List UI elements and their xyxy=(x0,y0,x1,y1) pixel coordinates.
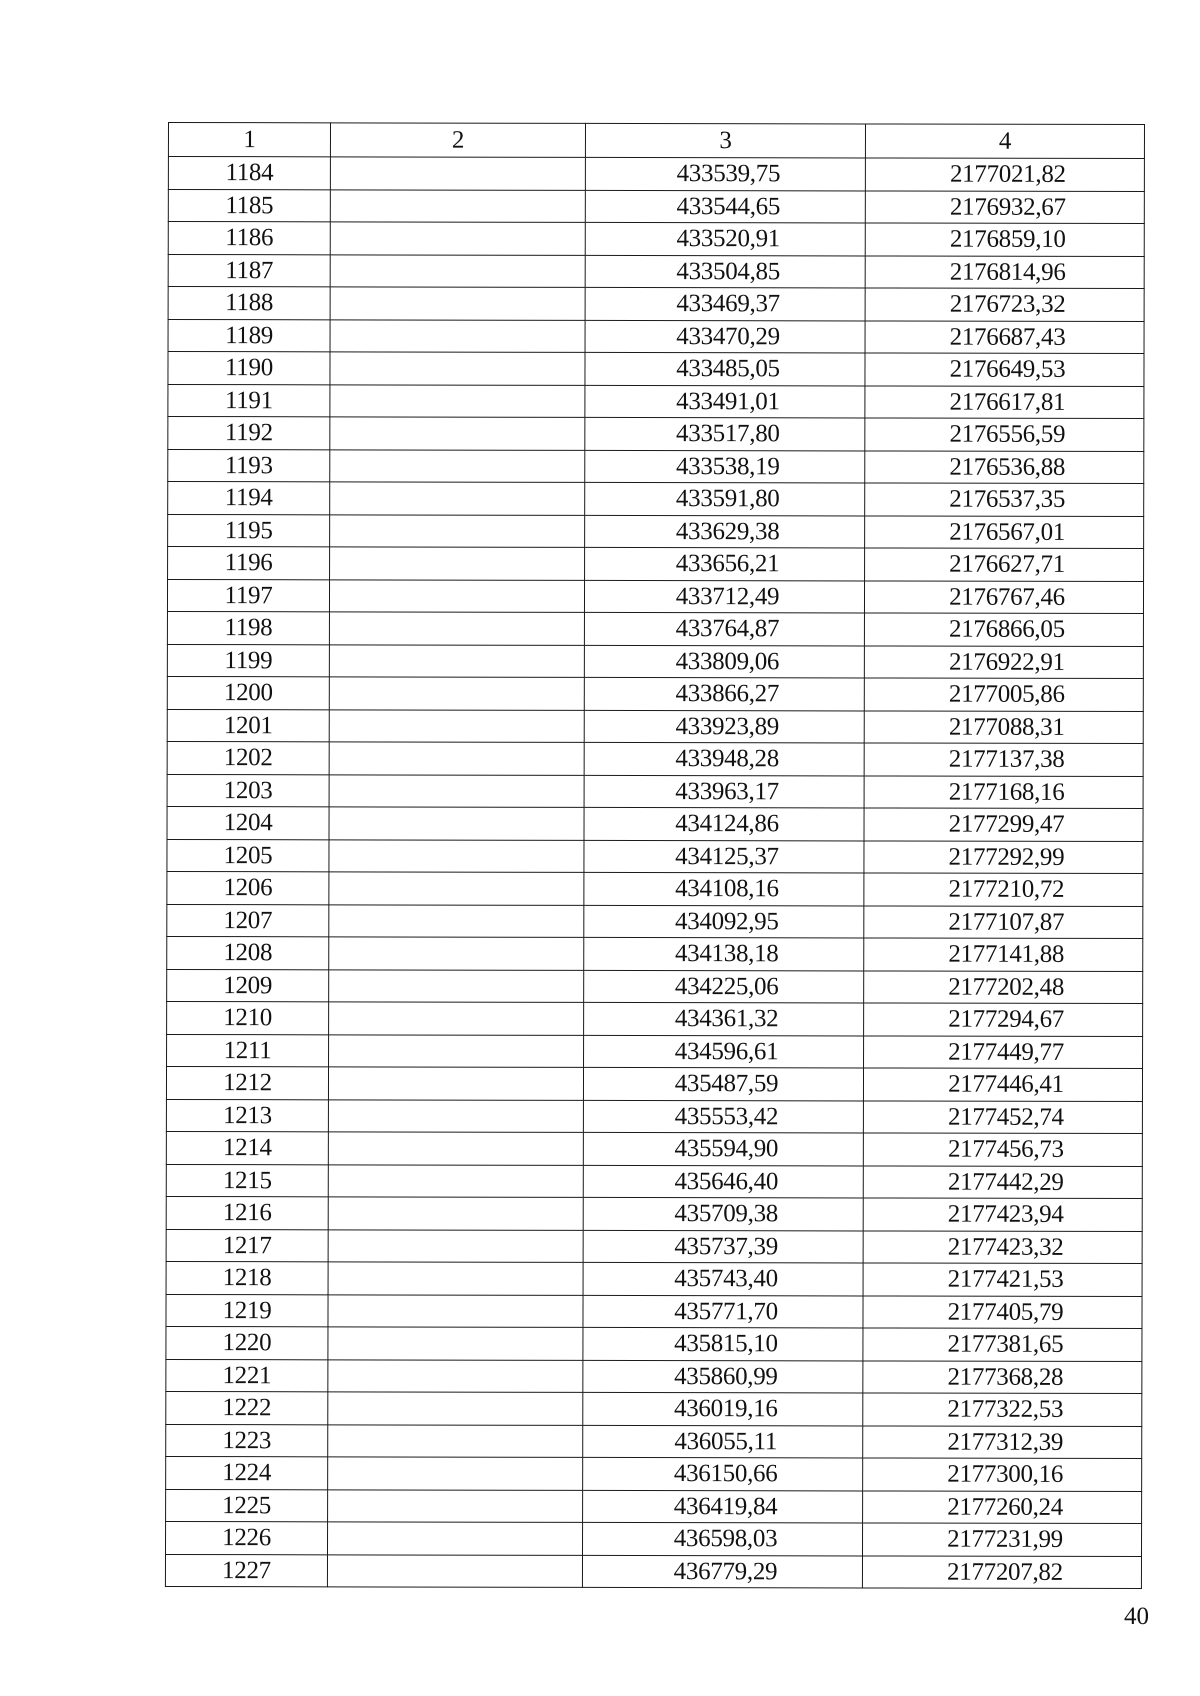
point-number-cell: 1186 xyxy=(168,222,330,255)
description-cell xyxy=(330,547,585,580)
x-coordinate-cell: 435860,99 xyxy=(583,1360,863,1393)
point-number-cell: 1197 xyxy=(167,579,329,612)
y-coordinate-cell: 2176536,88 xyxy=(865,450,1144,483)
description-cell xyxy=(328,1229,583,1262)
y-coordinate-cell: 2177021,82 xyxy=(865,158,1144,191)
description-cell xyxy=(330,222,585,255)
point-number-cell: 1202 xyxy=(167,741,329,774)
table-row xyxy=(168,319,1144,354)
point-number-cell: 1199 xyxy=(167,644,329,677)
y-coordinate-cell: 2177421,53 xyxy=(863,1263,1142,1296)
y-coordinate-cell: 2177405,79 xyxy=(863,1295,1142,1328)
description-cell xyxy=(329,937,584,970)
y-coordinate-cell: 2176932,67 xyxy=(865,190,1144,223)
table-row xyxy=(166,1164,1142,1199)
y-coordinate-cell: 2176866,05 xyxy=(864,613,1143,646)
description-cell xyxy=(328,1262,583,1295)
y-coordinate-cell: 2177005,86 xyxy=(864,678,1143,711)
description-cell xyxy=(330,352,585,385)
y-coordinate-cell: 2176649,53 xyxy=(865,353,1144,386)
point-number-cell: 1211 xyxy=(167,1034,329,1067)
x-coordinate-cell: 435737,39 xyxy=(583,1230,863,1263)
y-coordinate-cell: 2177260,24 xyxy=(863,1490,1142,1523)
description-cell xyxy=(328,1197,583,1230)
point-number-cell: 1215 xyxy=(166,1164,328,1197)
y-coordinate-cell: 2176617,81 xyxy=(865,385,1144,418)
y-coordinate-cell: 2177207,82 xyxy=(862,1555,1141,1588)
x-coordinate-cell: 435487,59 xyxy=(583,1067,863,1100)
column-header-3: 3 xyxy=(585,123,865,158)
point-number-cell: 1221 xyxy=(166,1359,328,1392)
description-cell xyxy=(328,1327,583,1360)
point-number-cell: 1190 xyxy=(168,352,330,385)
table-row xyxy=(166,1196,1142,1231)
y-coordinate-cell: 2177442,29 xyxy=(863,1165,1142,1198)
table-row xyxy=(167,644,1143,679)
table-row xyxy=(166,1326,1142,1361)
description-cell xyxy=(328,1489,583,1522)
description-cell xyxy=(329,839,584,872)
x-coordinate-cell: 433485,05 xyxy=(585,352,865,385)
point-number-cell: 1198 xyxy=(167,612,329,645)
table-row xyxy=(165,1554,1141,1589)
description-cell xyxy=(330,417,585,450)
y-coordinate-cell: 2176556,59 xyxy=(865,418,1144,451)
description-cell xyxy=(328,1457,583,1490)
x-coordinate-cell: 434124,86 xyxy=(584,807,864,840)
point-number-cell: 1217 xyxy=(166,1229,328,1262)
y-coordinate-cell: 2176767,46 xyxy=(864,580,1143,613)
y-coordinate-cell: 2176723,32 xyxy=(865,288,1144,321)
point-number-cell: 1227 xyxy=(165,1554,327,1587)
point-number-cell: 1188 xyxy=(168,287,330,320)
description-cell xyxy=(330,254,585,287)
table-row xyxy=(167,774,1143,809)
description-cell xyxy=(329,677,584,710)
x-coordinate-cell: 435646,40 xyxy=(583,1165,863,1198)
y-coordinate-cell: 2177168,16 xyxy=(864,775,1143,808)
table-row xyxy=(167,612,1143,647)
description-cell xyxy=(327,1554,582,1587)
x-coordinate-cell: 436598,03 xyxy=(582,1522,862,1555)
description-cell xyxy=(330,157,585,190)
table-row xyxy=(167,871,1143,906)
point-number-cell: 1212 xyxy=(166,1066,328,1099)
y-coordinate-cell: 2176627,71 xyxy=(865,548,1144,581)
y-coordinate-cell: 2177088,31 xyxy=(864,710,1143,743)
point-number-cell: 1184 xyxy=(168,157,330,190)
x-coordinate-cell: 433948,28 xyxy=(584,742,864,775)
x-coordinate-cell: 436419,84 xyxy=(583,1490,863,1523)
y-coordinate-cell: 2177322,53 xyxy=(863,1393,1142,1426)
table-row xyxy=(167,1034,1143,1069)
y-coordinate-cell: 2177423,94 xyxy=(863,1198,1142,1231)
x-coordinate-cell: 433629,38 xyxy=(585,515,865,548)
y-coordinate-cell: 2176859,10 xyxy=(865,223,1144,256)
description-cell xyxy=(330,319,585,352)
point-number-cell: 1208 xyxy=(167,936,329,969)
page-number: 40 xyxy=(1124,1603,1149,1630)
x-coordinate-cell: 433963,17 xyxy=(584,775,864,808)
x-coordinate-cell: 433809,06 xyxy=(584,645,864,678)
x-coordinate-cell: 433539,75 xyxy=(585,157,865,190)
table-row xyxy=(166,1424,1142,1459)
description-cell xyxy=(329,709,584,742)
table-row xyxy=(167,904,1143,939)
table-row xyxy=(166,1456,1142,1491)
point-number-cell: 1214 xyxy=(166,1131,328,1164)
point-number-cell: 1191 xyxy=(168,384,330,417)
point-number-cell: 1223 xyxy=(166,1424,328,1457)
x-coordinate-cell: 433517,80 xyxy=(585,417,865,450)
point-number-cell: 1218 xyxy=(166,1261,328,1294)
y-coordinate-cell: 2177137,38 xyxy=(864,743,1143,776)
table-row xyxy=(166,1131,1142,1166)
y-coordinate-cell: 2176687,43 xyxy=(865,320,1144,353)
x-coordinate-cell: 436150,66 xyxy=(583,1457,863,1490)
y-coordinate-cell: 2177299,47 xyxy=(864,808,1143,841)
x-coordinate-cell: 436019,16 xyxy=(583,1392,863,1425)
point-number-cell: 1226 xyxy=(166,1521,328,1554)
x-coordinate-cell: 434361,32 xyxy=(584,1002,864,1035)
column-header-2: 2 xyxy=(330,123,585,158)
table-row xyxy=(166,1489,1142,1524)
x-coordinate-cell: 434092,95 xyxy=(584,905,864,938)
y-coordinate-cell: 2177368,28 xyxy=(863,1360,1142,1393)
table-row xyxy=(167,1001,1143,1036)
x-coordinate-cell: 433591,80 xyxy=(585,482,865,515)
y-coordinate-cell: 2177292,99 xyxy=(864,840,1143,873)
point-number-cell: 1210 xyxy=(167,1001,329,1034)
point-number-cell: 1224 xyxy=(166,1456,328,1489)
description-cell xyxy=(330,384,585,417)
table-row xyxy=(166,1261,1142,1296)
y-coordinate-cell: 2177300,16 xyxy=(863,1458,1142,1491)
y-coordinate-cell: 2177210,72 xyxy=(864,873,1143,906)
x-coordinate-cell: 434138,18 xyxy=(584,937,864,970)
table-row xyxy=(168,547,1144,582)
y-coordinate-cell: 2177202,48 xyxy=(864,970,1143,1003)
point-number-cell: 1194 xyxy=(168,482,330,515)
table-row xyxy=(168,157,1144,192)
point-number-cell: 1203 xyxy=(167,774,329,807)
point-number-cell: 1195 xyxy=(168,514,330,547)
description-cell xyxy=(328,1392,583,1425)
y-coordinate-cell: 2177381,65 xyxy=(863,1328,1142,1361)
table-row xyxy=(166,1099,1142,1134)
x-coordinate-cell: 435594,90 xyxy=(583,1132,863,1165)
description-cell xyxy=(329,969,584,1002)
point-number-cell: 1219 xyxy=(166,1294,328,1327)
y-coordinate-cell: 2176567,01 xyxy=(865,515,1144,548)
x-coordinate-cell: 434125,37 xyxy=(584,840,864,873)
description-cell xyxy=(328,1164,583,1197)
description-cell xyxy=(330,449,585,482)
description-cell xyxy=(330,287,585,320)
column-header-4: 4 xyxy=(865,124,1144,159)
point-number-cell: 1205 xyxy=(167,839,329,872)
point-number-cell: 1206 xyxy=(167,871,329,904)
x-coordinate-cell: 435553,42 xyxy=(583,1100,863,1133)
point-number-cell: 1187 xyxy=(168,254,330,287)
x-coordinate-cell: 436055,11 xyxy=(583,1425,863,1458)
description-cell xyxy=(329,742,584,775)
description-cell xyxy=(329,774,584,807)
y-coordinate-cell: 2177312,39 xyxy=(863,1425,1142,1458)
x-coordinate-cell: 434596,61 xyxy=(584,1035,864,1068)
x-coordinate-cell: 435815,10 xyxy=(583,1327,863,1360)
table-body xyxy=(165,157,1144,1589)
table-row xyxy=(167,676,1143,711)
table-row xyxy=(168,352,1144,387)
point-number-cell: 1207 xyxy=(167,904,329,937)
description-cell xyxy=(328,1099,583,1132)
x-coordinate-cell: 433520,91 xyxy=(585,222,865,255)
description-cell xyxy=(328,1359,583,1392)
table-header-row xyxy=(168,123,1144,159)
description-cell xyxy=(329,1034,584,1067)
x-coordinate-cell: 433491,01 xyxy=(585,385,865,418)
point-number-cell: 1192 xyxy=(168,417,330,450)
description-cell xyxy=(329,807,584,840)
table-row xyxy=(168,287,1144,322)
description-cell xyxy=(330,189,585,222)
description-cell xyxy=(329,1002,584,1035)
x-coordinate-cell: 433712,49 xyxy=(584,580,864,613)
table-row xyxy=(166,1294,1142,1329)
y-coordinate-cell: 2177449,77 xyxy=(864,1035,1143,1068)
table-row xyxy=(168,417,1144,452)
x-coordinate-cell: 433544,65 xyxy=(585,190,865,223)
table-row xyxy=(168,514,1144,549)
table-row xyxy=(167,709,1143,744)
table-row xyxy=(168,449,1144,484)
table-row xyxy=(166,1521,1142,1556)
table-row xyxy=(166,1391,1142,1426)
x-coordinate-cell: 434108,16 xyxy=(584,872,864,905)
y-coordinate-cell: 2177446,41 xyxy=(863,1068,1142,1101)
table-row xyxy=(167,579,1143,614)
x-coordinate-cell: 433469,37 xyxy=(585,287,865,320)
point-number-cell: 1185 xyxy=(168,189,330,222)
description-cell xyxy=(328,1132,583,1165)
table-row xyxy=(166,1066,1142,1101)
x-coordinate-cell: 433656,21 xyxy=(585,547,865,580)
description-cell xyxy=(328,1294,583,1327)
description-cell xyxy=(328,1424,583,1457)
point-number-cell: 1193 xyxy=(168,449,330,482)
table-row xyxy=(168,254,1144,289)
description-cell xyxy=(329,644,584,677)
x-coordinate-cell: 433866,27 xyxy=(584,677,864,710)
point-number-cell: 1222 xyxy=(166,1391,328,1424)
description-cell xyxy=(330,482,585,515)
x-coordinate-cell: 434225,06 xyxy=(584,970,864,1003)
y-coordinate-cell: 2177141,88 xyxy=(864,938,1143,971)
y-coordinate-cell: 2177456,73 xyxy=(863,1133,1142,1166)
coordinates-table xyxy=(165,122,1145,1589)
point-number-cell: 1220 xyxy=(166,1326,328,1359)
point-number-cell: 1209 xyxy=(167,969,329,1002)
y-coordinate-cell: 2177107,87 xyxy=(864,905,1143,938)
column-header-1: 1 xyxy=(168,123,330,157)
x-coordinate-cell: 433538,19 xyxy=(585,450,865,483)
description-cell xyxy=(329,579,584,612)
description-cell xyxy=(329,612,584,645)
x-coordinate-cell: 433923,89 xyxy=(584,710,864,743)
y-coordinate-cell: 2177294,67 xyxy=(864,1003,1143,1036)
table-row xyxy=(167,969,1143,1004)
point-number-cell: 1225 xyxy=(166,1489,328,1522)
table-row xyxy=(166,1359,1142,1394)
y-coordinate-cell: 2176922,91 xyxy=(864,645,1143,678)
point-number-cell: 1216 xyxy=(166,1196,328,1229)
table-row xyxy=(168,189,1144,224)
point-number-cell: 1201 xyxy=(167,709,329,742)
y-coordinate-cell: 2177423,32 xyxy=(863,1230,1142,1263)
x-coordinate-cell: 433764,87 xyxy=(584,612,864,645)
table-row xyxy=(168,384,1144,419)
y-coordinate-cell: 2177231,99 xyxy=(862,1523,1141,1556)
point-number-cell: 1189 xyxy=(168,319,330,352)
description-cell xyxy=(328,1522,583,1555)
x-coordinate-cell: 435709,38 xyxy=(583,1197,863,1230)
x-coordinate-cell: 435771,70 xyxy=(583,1295,863,1328)
point-number-cell: 1196 xyxy=(168,547,330,580)
table-row xyxy=(167,936,1143,971)
table-row xyxy=(167,741,1143,776)
x-coordinate-cell: 435743,40 xyxy=(583,1262,863,1295)
description-cell xyxy=(330,514,585,547)
y-coordinate-cell: 2176537,35 xyxy=(865,483,1144,516)
table-row xyxy=(167,839,1143,874)
description-cell xyxy=(329,904,584,937)
x-coordinate-cell: 436779,29 xyxy=(582,1555,862,1588)
description-cell xyxy=(328,1067,583,1100)
point-number-cell: 1200 xyxy=(167,676,329,709)
x-coordinate-cell: 433504,85 xyxy=(585,255,865,288)
y-coordinate-cell: 2176814,96 xyxy=(865,255,1144,288)
table-row xyxy=(167,806,1143,841)
table-row xyxy=(168,222,1144,257)
x-coordinate-cell: 433470,29 xyxy=(585,320,865,353)
table-row xyxy=(166,1229,1142,1264)
point-number-cell: 1213 xyxy=(166,1099,328,1132)
description-cell xyxy=(329,872,584,905)
table-row xyxy=(168,482,1144,517)
y-coordinate-cell: 2177452,74 xyxy=(863,1100,1142,1133)
point-number-cell: 1204 xyxy=(167,806,329,839)
